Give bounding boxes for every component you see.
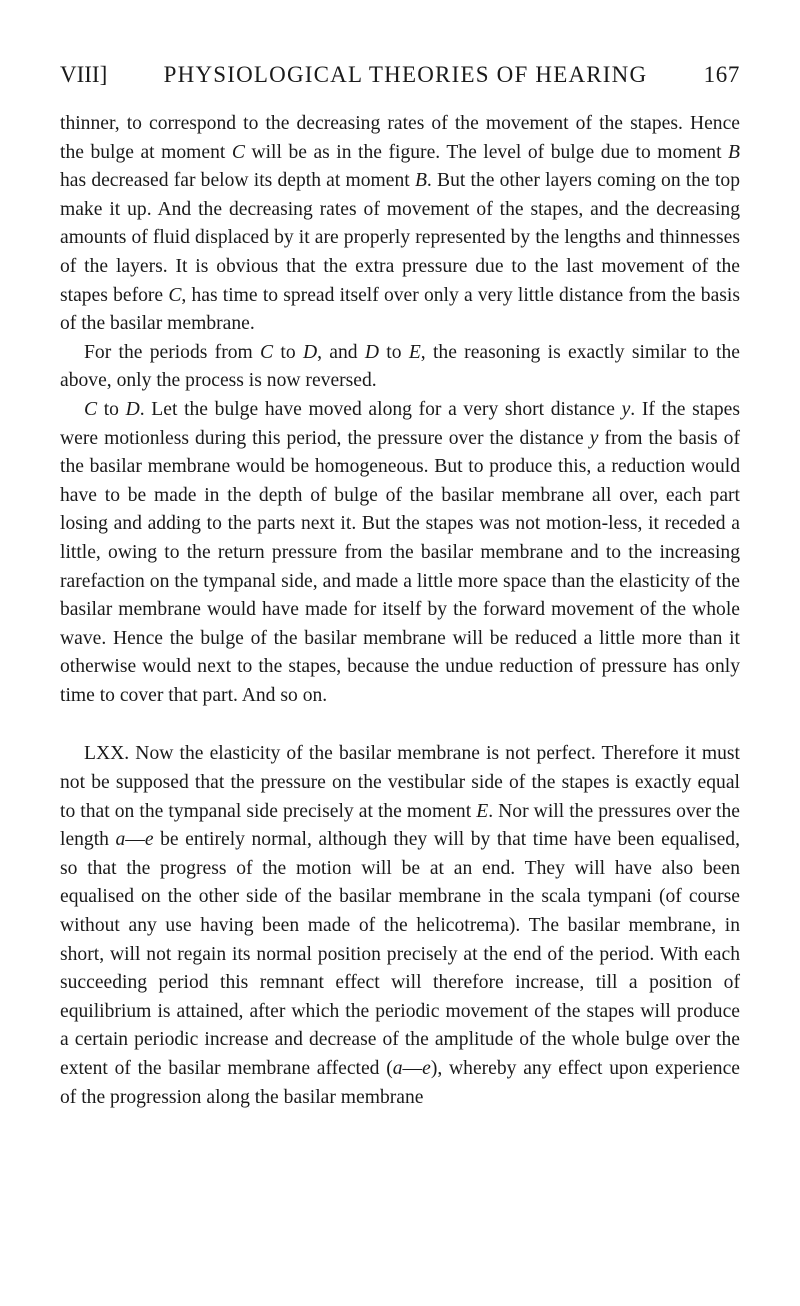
italic-symbol: y [621,398,631,420]
running-title: PHYSIOLOGICAL THEORIES OF HEARING [163,62,648,87]
italic-symbol: D [125,398,140,420]
italic-symbol: y [589,427,599,449]
book-page [60,62,740,1112]
italic-symbol: a [115,829,126,851]
italic-symbol: e [144,829,154,851]
running-head [60,62,740,92]
text-run: thinner, to correspond to the decreasing rates of the movement of the stapes. Hence the bulge at moment [60,113,740,163]
italic-symbol: E [476,800,489,822]
italic-symbol: C [260,341,274,363]
text-run: — [125,829,145,851]
text-run: to [379,341,409,363]
italic-symbol: D [364,341,379,363]
text-run: . If the stapes were motionless during this period, the pressure over the distance [60,398,740,449]
body-text [60,110,740,1112]
paragraph-c-to-d [60,396,740,711]
text-run: . But the other layers coming on the top make it up. And the decreasing rates of movement of the stapes, and the decreasing amounts of fluid displaced by it are properly represented by the lengths and thinnesses of the layers. It is obvious that the extra pressure due to the last movement of the stapes before [60,170,740,306]
text-run: , and [317,341,365,363]
italic-symbol: B [414,170,427,192]
italic-symbol: e [422,1058,431,1079]
paragraph-thinner [60,110,740,339]
italic-symbol: a [392,1058,403,1079]
text-run: . Nor will the pressures over the length [60,800,740,851]
text-run: . Let the bulge have moved along for a very short distance [139,398,622,420]
text-run: from the basis of the basilar membrane would be homogeneous. But to produce this, a reduction would have to be made in the depth of bulge of the basilar membrane all over, each part losing and adding to the parts next it. But the stapes was not motion-less, it receded a little, owing to the return pressure from the basilar membrane and to the increasing rarefaction on the tympanal side, and made a little more space than the elasticity of the basilar membrane would have made for itself by the forward movement of the whole wave. Hence the bulge of the basilar membrane will be reduced a little more than it otherwise would next to the stapes, because the undue reduction of pressure has only time to cover that part. And so on. [60,427,740,706]
text-run: , has time to spread itself over only a very little distance from the basis of the basilar membrane. [60,284,740,335]
page-number: 167 [703,62,740,87]
text-run: — [402,1058,423,1079]
text-run: LXX. Now the elasticity of the basilar membrane is not perfect. Therefore it must not be supposed that the pressure on the vestibular side of the stapes is exactly equal to that on the tympanal side precisely at the moment [60,743,740,822]
chapter-number: VIII] [60,62,108,87]
text-run: , the reasoning is exactly similar to the above, only the process is now reversed. [60,341,740,392]
text-run: ), whereby any effect upon experience of the progression along the basilar membrane [60,1058,740,1108]
text-run: be entirely normal, although they will by that time have been equalised, so that the progress of the motion will be at an end. They will have also been equalised on the other side of the basilar membrane in the scala tympani (of course without any use having been made of the helicotrema). The basilar membrane, in short, will not regain its normal position precisely at the end of the period. With each succeeding period this remnant effect will therefore increase, till a position of equilibrium is attained, after which the periodic movement of the stapes will produce a certain periodic increase and decrease of the amplitude of the whole bulge over the extent of the basilar membrane affected ( [60,829,741,1079]
text-run: For the periods from [84,341,261,363]
italic-symbol: D [302,341,318,363]
italic-symbol: B [728,141,740,163]
italic-symbol: C [231,141,245,163]
text-run: has decreased far below its depth at moment [60,170,415,192]
italic-symbol: C [168,284,182,306]
text-run: to [273,341,303,363]
text-run: will be as in the figure. The level of bulge due to moment [244,141,729,163]
paragraph-section-lxx [60,740,740,1112]
paragraph-periods-c-to-e [60,339,740,396]
text-run: to [97,398,126,420]
italic-symbol: E [408,341,421,363]
italic-symbol: C [84,398,98,420]
